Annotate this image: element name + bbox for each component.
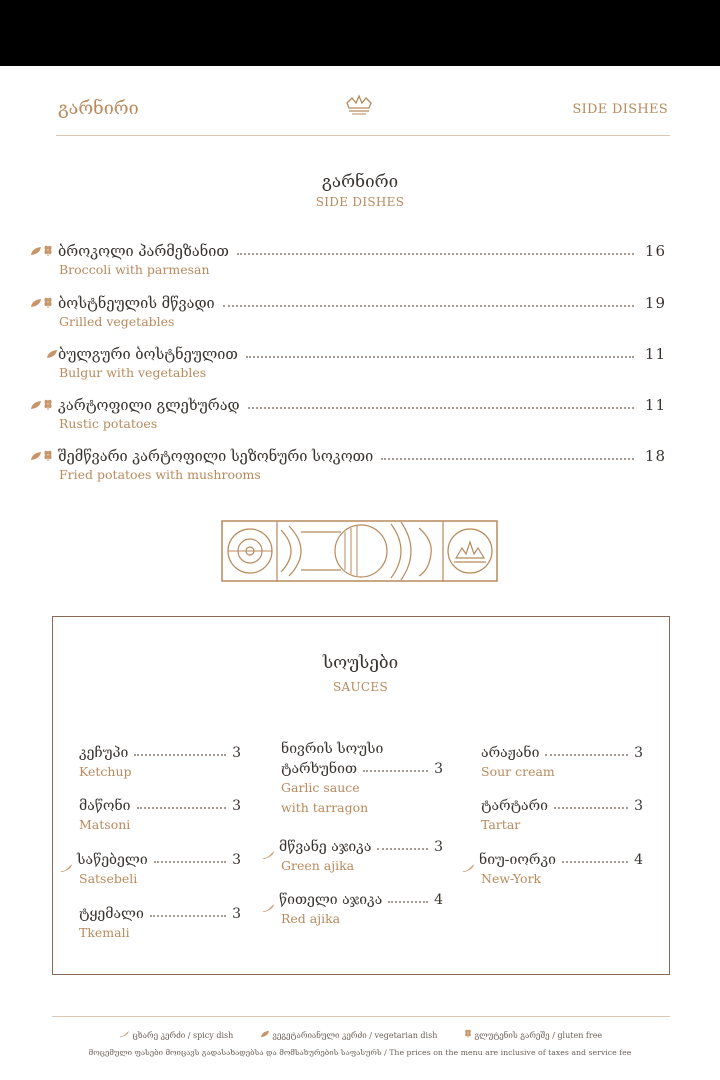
dish-price: 16 (644, 242, 666, 260)
sauce-item (281, 835, 443, 873)
sauce-name-en: Sour cream (481, 764, 555, 779)
sauce-name-en: Green ajika (281, 858, 355, 873)
sauce-name-en: Ketchup (79, 764, 132, 779)
sauce-item (481, 794, 643, 832)
sauce-price: 3 (434, 761, 443, 777)
dish-name-ka: ბროკოლი პარმეზანით (58, 244, 229, 260)
sauces-subtitle: SAUCES (333, 680, 388, 694)
sauce-name-ka-line1: ნივრის სოუსი (281, 741, 384, 757)
wheat-icon (464, 1028, 472, 1038)
leader-dots (562, 861, 628, 863)
dish-price: 11 (644, 345, 666, 363)
leader-dots (381, 458, 634, 460)
chili-icon (261, 845, 275, 855)
dish-price: 11 (644, 396, 666, 414)
chili-icon (261, 898, 275, 908)
sauce-price: 3 (232, 798, 241, 814)
side-dish-item (30, 343, 666, 389)
dish-name-en: Rustic potatoes (59, 416, 158, 431)
chili-icon (461, 858, 475, 868)
side-dishes-title: გარნირი (321, 172, 399, 192)
dish-icons (30, 343, 58, 363)
sauce-name-ka: ტარტარი (481, 798, 548, 814)
sauce-name-en: Tartar (481, 817, 521, 832)
side-dish-item (30, 445, 666, 491)
sauce-name-ka: ტარხუნით (281, 761, 357, 777)
sauces-title: სოუსები (322, 653, 399, 673)
sauce-name-ka: ნიუ-იორკი (479, 852, 556, 868)
legend-gluten-free: გლუტენის გარეშე / gluten free (464, 1031, 602, 1040)
sauce-item (79, 794, 241, 832)
sauce-name-ka: მწვანე აჯიკა (279, 839, 372, 855)
legend (0, 1028, 720, 1040)
leader-dots (248, 407, 634, 409)
sauce-price: 3 (634, 745, 643, 761)
dish-name-ka: ბულგური ბოსტნეულით (58, 347, 238, 363)
leader-dots (246, 356, 634, 358)
sauce-price: 3 (232, 906, 241, 922)
ornament-divider (221, 520, 498, 582)
sauce-price: 3 (232, 745, 241, 761)
sauce-item (481, 848, 643, 886)
leader-dots (388, 901, 428, 903)
leader-dots (554, 807, 628, 809)
sauce-name-en: Matsoni (79, 817, 131, 832)
footer-note: მოცემული ფასები მოიცავს გადასახადებსა და მომსახურების საფასურს / The prices on the menu are inclusive of taxes and service fee (88, 1048, 632, 1057)
header-right-title: SIDE DISHES (572, 102, 668, 117)
chili-icon (59, 858, 73, 868)
sauce-name-ka: კეჩუპი (79, 745, 129, 761)
sauce-name-ka: ტყემალი (79, 906, 144, 922)
side-dish-item (30, 394, 666, 440)
dish-icons (30, 445, 58, 465)
sauce-name-en: Garlic sauce (281, 780, 360, 795)
side-dishes-subtitle: SIDE DISHES (315, 195, 405, 209)
vegetarian-icon (46, 344, 58, 363)
leader-dots (377, 848, 428, 850)
sauce-price: 3 (634, 798, 643, 814)
sauce-price: 4 (634, 852, 643, 868)
dish-name-ka: კარტოფილი გლეხურად (58, 398, 240, 414)
page-header (56, 92, 670, 136)
leaf-icon (260, 1030, 270, 1038)
header-left-title: გარნირი (58, 98, 139, 119)
leader-dots (154, 861, 226, 863)
footer-divider (52, 1016, 670, 1017)
leader-dots (150, 915, 226, 917)
vegetarian-icon (30, 395, 42, 414)
crown-logo-icon (344, 94, 374, 120)
sauce-name-en-line2: with tarragon (281, 800, 369, 815)
dish-name-en: Broccoli with parmesan (59, 262, 210, 277)
dish-name-en: Bulgur with vegetables (59, 365, 207, 380)
dish-name-ka: ბოსტნეულის მწვადი (58, 296, 215, 312)
sauce-price: 4 (434, 892, 443, 908)
side-dish-item (30, 240, 666, 286)
sauce-item (79, 902, 241, 940)
vegetarian-icon (30, 241, 42, 260)
dish-icons (30, 240, 58, 260)
dish-name-ka: შემწვარი კარტოფილი სეზონური სოკოთი (58, 449, 374, 465)
gluten-free-icon (43, 241, 53, 260)
sauce-name-ka: წითელი აჯიკა (279, 892, 383, 908)
leader-dots (137, 807, 227, 809)
sauce-name-ka: მაწონი (79, 798, 131, 814)
leader-dots (237, 253, 634, 255)
sauce-name-ka: საწებელი (77, 852, 148, 868)
dish-name-en: Fried potatoes with mushrooms (59, 467, 261, 482)
gluten-free-icon (43, 395, 53, 414)
top-black-bar (0, 0, 720, 66)
sauce-item (281, 737, 443, 815)
dish-price: 19 (644, 294, 666, 312)
dish-name-en: Grilled vegetables (59, 314, 175, 329)
chili-icon (118, 1030, 130, 1038)
side-dish-item (30, 292, 666, 338)
dish-price: 18 (644, 447, 666, 465)
leader-dots (545, 754, 628, 756)
leader-dots (363, 770, 428, 772)
sauce-item (79, 741, 241, 779)
sauce-name-en: Satsebeli (79, 871, 138, 886)
gluten-free-icon (43, 446, 53, 465)
sauce-price: 3 (434, 839, 443, 855)
sauce-name-en: Tkemali (79, 925, 130, 940)
gluten-free-icon (43, 293, 53, 312)
legend-vegetarian: ვეგეტარიანული კერძი / vegetarian dish (260, 1031, 440, 1040)
sauces-panel (52, 616, 670, 975)
sauce-item (79, 848, 241, 886)
sauce-name-en: Red ajika (281, 911, 341, 926)
leader-dots (223, 305, 634, 307)
sauce-name-ka: არაჟანი (481, 745, 540, 761)
vegetarian-icon (30, 446, 42, 465)
vegetarian-icon (30, 293, 42, 312)
legend-spicy: ცხარე კერძი / spicy dish (118, 1031, 236, 1040)
sauce-name-en: New-York (481, 871, 542, 886)
dish-icons (30, 292, 58, 312)
sauce-price: 3 (232, 852, 241, 868)
leader-dots (134, 754, 226, 756)
sauce-item (481, 741, 643, 779)
sauce-item (281, 888, 443, 926)
dish-icons (30, 394, 58, 414)
